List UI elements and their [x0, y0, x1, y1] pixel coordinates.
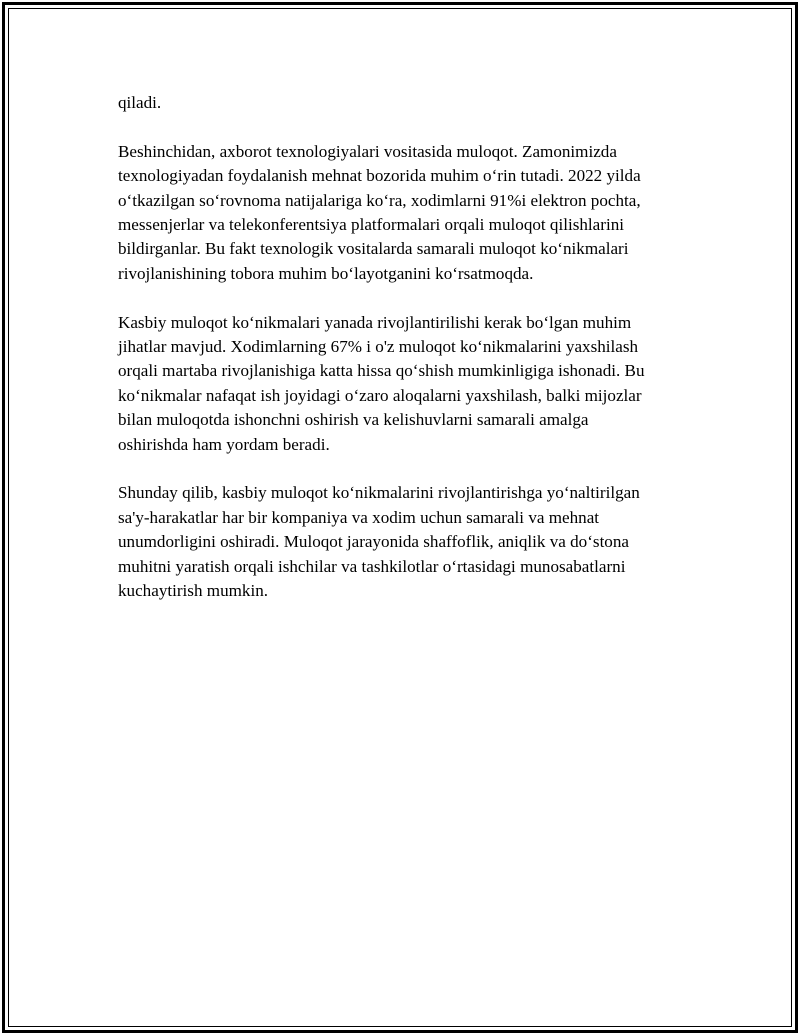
text-line: muhitni yaratish orqali ishchilar va tashkilotlar o‘rtasidagi munosabatlarni [118, 556, 626, 576]
text-line: bildirganlar. Bu fakt texnologik vositalarda samarali muloqot ko‘nikmalari [118, 239, 629, 259]
text-line: bilan muloqotda ishonchni oshirish va kelishuvlarni samarali amalga [118, 410, 589, 430]
text-line: messenjerlar va telekonferentsiya platformalari orqali muloqot qilishlarini [118, 215, 625, 235]
text-line: qiladi. [118, 93, 162, 112]
text-line: jihatlar mavjud. Xodimlarning 67% i o'z muloqot ko‘nikmalarini yaxshilash [118, 337, 639, 357]
paragraph-it-communication [118, 140, 688, 286]
text-line: orqali martaba rivojlanishiga katta hissa qo‘shish mumkinligiga ishonadi. Bu [118, 361, 645, 381]
text-line: unumdorligini oshiradi. Muloqot jarayonida shaffoflik, aniqlik va do‘stona [118, 532, 629, 552]
text-line: Kasbiy muloqot ko‘nikmalari yanada rivojlantirilishi kerak bo‘lgan muhim [118, 312, 632, 332]
text-line: o‘tkazilgan so‘rovnoma natijalariga ko‘ra, xodimlarni 91%i elektron pochta, [118, 190, 641, 210]
document-body [118, 91, 688, 628]
text-line: kuchaytirish mumkin. [118, 581, 269, 601]
text-line: Beshinchidan, axborot texnologiyalari vositasida muloqot. Zamonimizda [118, 141, 617, 161]
text-line: Shunday qilib, kasbiy muloqot ko‘nikmalarini rivojlantirishga yo‘naltirilgan [118, 483, 640, 503]
text-line: rivojlanishining tobora muhim bo‘layotganini ko‘rsatmoqda. [118, 263, 534, 283]
text-line: sa'y-harakatlar har bir kompaniya va xodim uchun samarali va mehnat [118, 507, 600, 527]
paragraph-professional-skills [118, 311, 688, 457]
text-line: oshirishda ham yordam beradi. [118, 434, 330, 454]
text-line: ko‘nikmalar nafaqat ish joyidagi o‘zaro aloqalarni yaxshilash, balki mijozlar [118, 385, 642, 405]
text-line: texnologiyadan foydalanish mehnat bozorida muhim o‘rin tutadi. 2022 yilda [118, 166, 641, 186]
paragraph-continuation [118, 91, 688, 115]
paragraph-conclusion [118, 481, 688, 603]
